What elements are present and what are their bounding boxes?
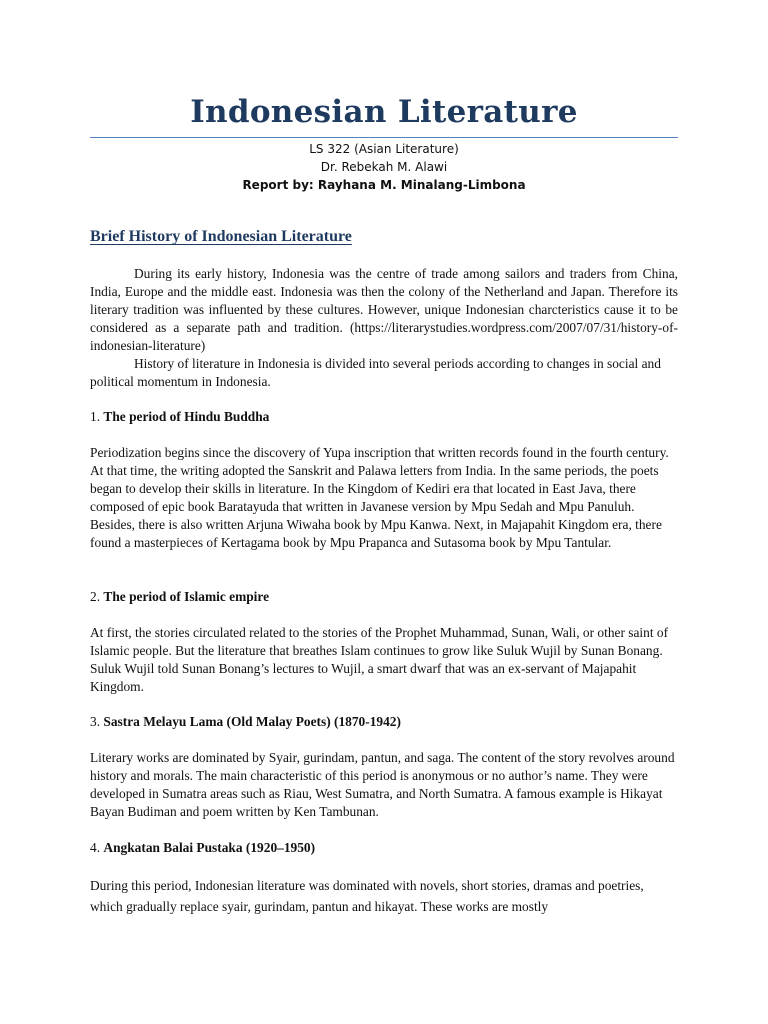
intro-paragraph-1: During its early history, Indonesia was the centre of trade among sailors and traders from China, India, Europe and the middle east. Indonesia was then the colony of the Netherland and Japan. Therefore its literary tradition was influented by these cultures. However, unique Indonesian charcteristics cause it to be considered as a separate path and tradition. (https://literarystudies.wordpress.com/2007/07/31/history-of-indonesian-literature) (90, 266, 678, 353)
course-line: LS 322 (Asian Literature) (309, 142, 459, 156)
period-heading-3 (90, 713, 678, 731)
reporter-line: Report by: Rayhana M. Minalang-Limbona (242, 178, 526, 192)
author-block (90, 140, 678, 194)
period-number: 3. (90, 714, 101, 729)
period-heading-4 (90, 839, 678, 857)
intro-paragraph-2: History of literature in Indonesia is divided into several periods according to changes in social and political momentum in Indonesia. (90, 356, 661, 389)
title-divider (90, 137, 678, 138)
period-title: Sastra Melayu Lama (Old Malay Poets) (1870-1942) (103, 714, 401, 729)
period-text-2: At first, the stories circulated related to the stories of the Prophet Muhammad, Sunan, Wali, or other saint of Islamic people. But the literature that breathes Islam continues to grow like Suluk Wujil by Sunan Bonang. Suluk Wujil told Sunan Bonang’s lectures to Wujil, a smart dwarf that was an ex-servant of Majapahit Kingdom. (90, 625, 669, 694)
period-number: 4. (90, 840, 101, 855)
page-title: Indonesian Literature (190, 94, 578, 130)
period-text-3: Literary works are dominated by Syair, gurindam, pantun, and saga. The content of the story revolves around history and morals. The main characteristic of this period is anonymous or no author’s name. They were developed in Sumatra areas such as Riau, West Sumatra, and North Sumatra. A famous example is Hikayat Bayan Budiman and poem written by Ken Tambunan. (90, 750, 675, 819)
period-number: 2. (90, 589, 101, 604)
period-heading-2 (90, 588, 678, 606)
period-heading-1 (90, 408, 678, 426)
period-title: Angkatan Balai Pustaka (1920–1950) (103, 840, 316, 855)
period-title: The period of Islamic empire (103, 589, 270, 604)
period-text-1: Periodization begins since the discovery of Yupa inscription that written records found in the fourth century. At that time, the writing adopted the Sanskrit and Palawa letters from India. In the same periods, the poets began to develop their skills in literature. In the Kingdom of Kediri era that located in East Java, there composed of epic book Baratayuda that written in Javanese version by Mpu Sedah and Mpu Panuluh. Besides, there is also written Arjuna Wiwaha book by Mpu Kanwa. Next, in Majapahit Kingdom era, there found a masterpieces of Kertagama book by Mpu Prapanca and Sutasoma book by Mpu Tantular. (90, 445, 669, 550)
section-heading: Brief History of Indonesian Literature (90, 228, 352, 245)
period-title: The period of Hindu Buddha (103, 409, 270, 424)
period-number: 1. (90, 409, 101, 424)
period-text-4: During this period, Indonesian literature was dominated with novels, short stories, dramas and poetries, which gradually replace syair, gurindam, pantun and hikayat. These works are mostly (90, 878, 644, 914)
instructor-line: Dr. Rebekah M. Alawi (320, 160, 448, 174)
